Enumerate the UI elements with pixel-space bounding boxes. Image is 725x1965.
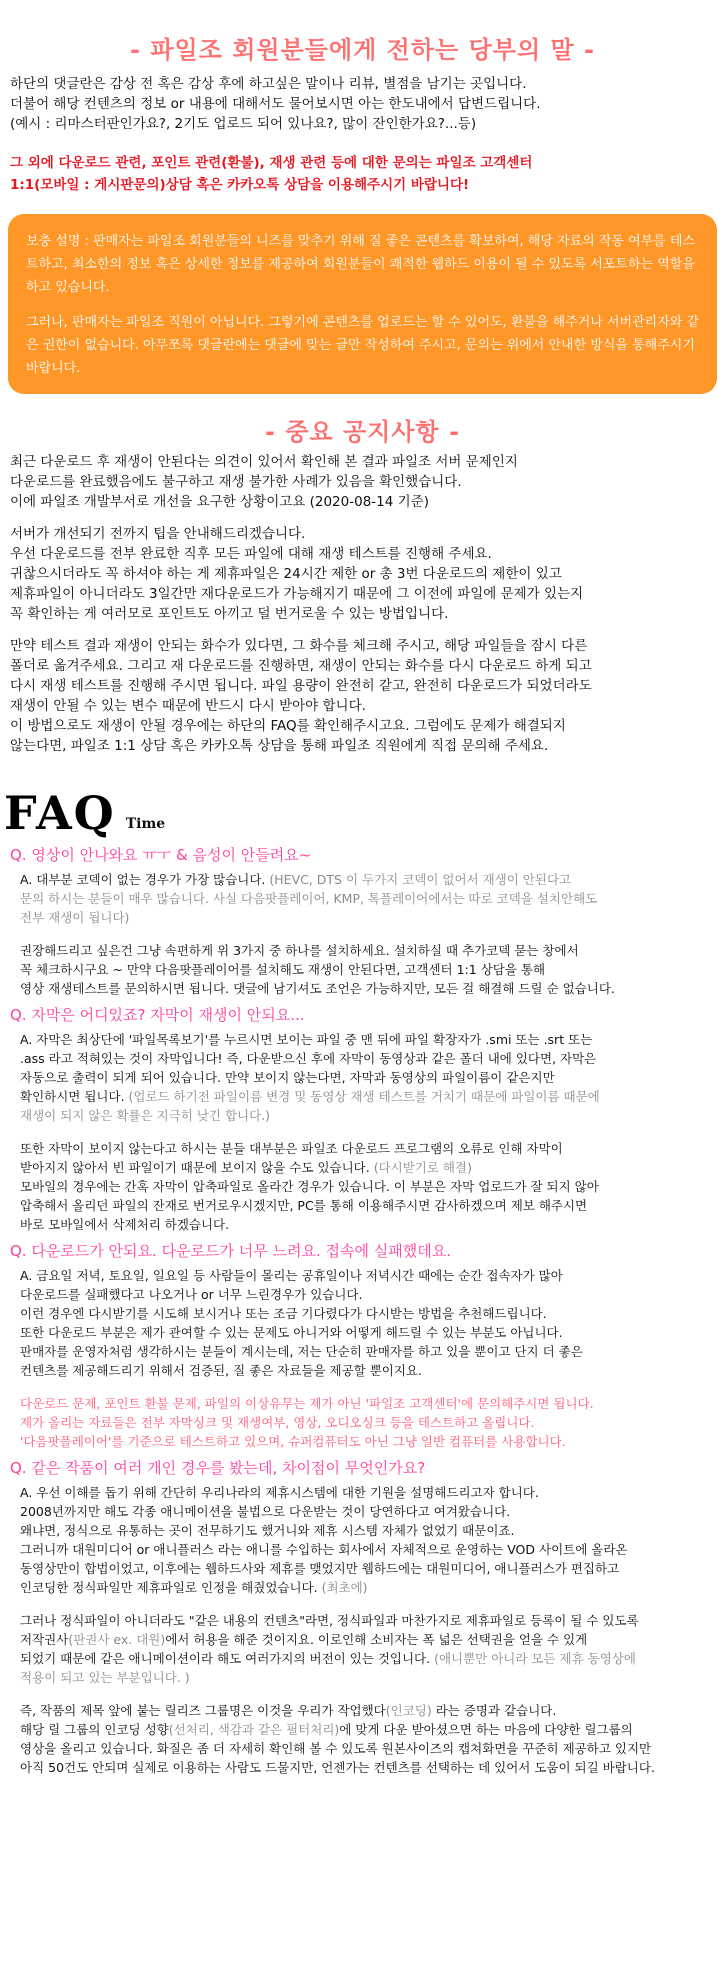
spacer [0,624,725,636]
faq-question: Q. 영상이 안나와요 ㅠㅜ & 음성이 안들려요~ [10,846,312,864]
faq-logo: FAQ [4,786,116,840]
answer-note: (HEVC, DTS 이 두가지 코덱이 없어서 재생이 안된다고 문의 하시는 분들이 매우 많습니다. 사실 다음팟플레이어, KMP, 톡플레이어에서는 따로 코덱을 설치안해도 전부 재생이 됩니다) [20,872,598,925]
intro-section [0,74,725,134]
answer-note: (인코딩) [385,1703,432,1718]
seller-note-text: 그러나, 판매자는 파일조 직원이 아닙니다. 그렇기에 콘텐츠를 업로드는 할 수 있어도, 환불을 해주거나 서버관리자와 같은 권한이 없습니다. 아무쪼록 댓글란에는 댓글에 맞는 글만 작성하여 주시고, 문의는 위에서 안내한 방식을 통해주시기 바랍니다. [26,315,700,376]
answer-note: (애니뿐만 아니라 모든 제휴 동영상에 적용이 되고 있는 부분입니다. ) [20,1651,636,1685]
spacer [0,1125,725,1137]
important-notice-title: - 중요 공지사항 - [264,418,461,446]
faq-item [0,1455,725,1777]
spacer [0,1597,725,1609]
spacer [0,1687,725,1699]
spacer [0,1380,725,1392]
warning-section [0,134,725,196]
warning-line: 그 외에 다운로드 관련, 포인트 관련(환불), 재생 관련 등에 대한 문의는 파일조 고객센터 [10,155,533,171]
intro-line: (예시 : 리마스터판인가요?, 2기도 업로드 되어 있나요?, 많이 잔인한가요?...등) [10,116,477,132]
notice-title: - 파일조 회원분들에게 전하는 당부의 말 - [130,36,595,64]
notice-paragraph: 만약 테스트 결과 재생이 안되는 화수가 있다면, 그 화수를 체크해 주시고, 해당 파일들을 잠시 다른 폴더로 옮겨주세요. 그리고 재 다운로드를 진행하면, 재생이 안되는 화수를 다시 다운로드 하게 되고 다시 재생 테스트를 진행해 주시면 됩니다. 파일 용량이 완전히 같고, 완전히 다운로드가 되었더라도 재생이 안될 수 있는 변수 때문에 반드시 다시 받아야 합니다. 이 방법으로도 재생이 안될 경우에는 하단의 FAQ를 확인해주시고요. 그럼에도 문제가 해결되지 않는다면, 파일조 1:1 상담 혹은 카카오톡 상담을 통해 파일조 직원에게 직접 문의해 주세요. [10,638,592,754]
faq-answer [0,1481,725,1597]
answer-note: (판권사 ex. 대원) [68,1632,166,1647]
faq-item [0,842,725,998]
faq-item [0,1238,725,1451]
answer-note: (선처리, 색감과 같은 필터처리) [168,1722,340,1737]
faq-answer: A. 금요일 저녁, 토요일, 일요일 등 사람들이 몰리는 공휴일이나 저녁시간 때에는 순간 접속자가 많아 다운로드를 실패했다고 나오거나 or 너무 느린경우가 있습니다. 이런 경우엔 다시받기를 시도해 보시거나 또는 조금 기다렸다가 다시받는 방법을 추천해드립니다. 또한 다운로드 부분은 제가 관여할 수 있는 문제도 아니거와 어떻게 해드릴 수 있는 부분도 아닙니다. 판매자를 운영자처럼 생각하시는 분들이 계시는데, 저는 단순히 판매자를 하고 있을 뿐이고 단지 더 좋은 컨텐츠를 제공해드리기 위해서 검증된, 질 좋은 자료들을 제공할 뿐이지요. [20,1268,583,1378]
answer-text: A. 자막은 최상단에 '파일목록보기'를 누르시면 보이는 파일 중 맨 뒤에 파일 확장자가 .smi 또는 .srt 또는 .ass 라고 적혀있는 것이 자막입니다! 즉, 다운받으신 후에 자막이 동영상과 같은 폴더 내에 있다면, 자막은 자동으로 출력이 되게 되어 있습니다. 만약 보이지 않는다면, 자막과 동영상의 파일이름이 같은지만 확인하시면 됩니다. [20,1032,597,1104]
answer-text: 그러나 정식파일이 아니더라도 "같은 내용의 컨텐츠"라면, 정식파일과 마찬가지로 제휴파일로 등록이 될 수 있도록 저작권사 [20,1613,639,1647]
answer-text: 에 맞게 다운 받아셨으면 하는 마음에 다양한 릴그룹의 영상을 올리고 있습니다. 화질은 좀 더 자세히 확인해 볼 수 있도록 원본사이즈의 캡쳐화면을 꾸준히 제공하고 있지만 아직 50건도 안되며 실제로 이용하는 사람도 드물지만, 언젠가는 컨텐츠를 선택하는 데 있어서 도움이 되길 바랍니다. [20,1722,655,1775]
notice-paragraph: 서버가 개선되기 전까지 팁을 안내해드리겠습니다. 우선 다운로드를 전부 완료한 직후 모든 파일에 대해 재생 테스트를 진행해 주세요. 귀찮으시더라도 꼭 하셔야 하는 게 제휴파일은 24시간 제한 or 총 3번 다운로드의 제한이 있고 제휴파일이 아니더라도 3일간만 재다운로드가 가능해지기 때문에 그 이전에 파일에 문제가 있는지 꼭 확인하는 게 여러모로 포인트도 아끼고 덜 번거로울 수 있는 방법입니다. [10,526,584,622]
faq-question: Q. 자막은 어디있죠? 자막이 재생이 안되요... [10,1006,305,1024]
faq-answer [0,1699,725,1777]
faq-answer-highlight: 다운로드 문제, 포인트 환불 문제, 파일의 이상유무는 제가 아닌 '파일조 고객센터'에 문의해주시면 됩니다. 제가 올리는 자료들은 전부 자막싱크 및 재생여부, 영상, 오디오싱크 등을 테스트하고 올립니다. '다음팟플레이어'를 기준으로 테스트하고 있으며, 슈퍼컴퓨터도 아닌 그냥 일반 컴퓨터를 사용합니다. [20,1396,594,1449]
answer-note: (업로드 하기전 파일이름 변경 및 동영상 재생 테스트를 거치기 때문에 파일이름 때문에 재생이 되지 않은 확률은 지극히 낮긴 합니다.) [20,1089,600,1123]
faq-answer [0,1137,725,1177]
faq-item [0,1002,725,1234]
answer-text: 또한 자막이 보이지 않는다고 하시는 분들 대부분은 파일조 다운로드 프로그램의 오류로 인해 자막이 받아지지 않아서 빈 파일이기 때문에 보이지 않을 수도 있습니다. [20,1141,563,1175]
answer-text: A. 대부분 코덱이 없는 경우가 가장 많습니다. [20,872,266,887]
notice-section [0,452,725,756]
faq-answer [0,1028,725,1125]
faq-question: Q. 같은 작품이 여러 개인 경우를 봤는데, 차이점이 무엇인가요? [10,1459,426,1477]
answer-text: 에서 허용을 해준 것이지요. 이로인해 소비자는 폭 넓은 선택권을 얻을 수 있게 되었기 때문에 같은 애니메이션이라 해도 여러가지의 버전이 있는 것입니다. [20,1632,588,1666]
faq-logo-sub: Time [125,816,166,832]
spacer [0,927,725,939]
faq-answer [0,868,725,927]
intro-line: 하단의 댓글란은 감상 전 혹은 감상 후에 하고싶은 말이나 리뷰, 별점을 남기는 곳입니다. [10,76,527,92]
answer-note: (다시받기로 해결) [373,1160,472,1175]
seller-note-box [8,214,717,394]
warning-line: 1:1(모바일 : 게시판문의)상담 혹은 카카오톡 상담을 이용해주시기 바랍니다! [10,177,470,193]
faq-answer [0,1609,725,1687]
seller-note-text: 보충 설명 : 판매자는 파일조 회원분들의 니즈를 맞추기 위해 질 좋은 콘텐츠를 확보하여, 해당 자료의 작동 여부를 테스트하고, 최소한의 정보 혹은 상세한 정보를 제공하여 회원분들이 쾌적한 웹하드 이용이 될 수 있도록 서포트하는 역할을 하고 있습니다. [26,234,695,295]
intro-line: 더불어 해당 컨텐츠의 정보 or 내용에 대해서도 물어보시면 아는 한도내에서 답변드립니다. [10,96,541,112]
faq-question: Q. 다운로드가 안되요. 다운로드가 너무 느려요. 접속에 실패했데요. [10,1242,451,1260]
answer-text: A. 우선 이해를 돕기 위해 간단히 우리나라의 제휴시스템에 대한 기원을 설명해드리고자 합니다. 2008년까지만 해도 각종 애니메이션을 불법으로 다운받는 것이 당연하다고 여겨왔습니다. 왜냐면, 정식으로 유통하는 곳이 전무하기도 했거니와 제휴 시스템 자체가 없었기 때문이죠. 그러니까 대원미디어 or 애니플러스 라는 애니를 수입하는 회사에서 자체적으로 운영하는 VOD 사이트에 올라온 동영상만이 합법이었고, 이후에는 웹하드사와 제휴를 맺었지만 웹하드에는 대원미디어, 애니플러스가 편집하고 인코딩한 정식파일만 제휴파일로 인정을 해줬었습니다. [20,1485,628,1595]
faq-header [0,776,725,838]
faq-answer: 권장해드리고 싶은건 그냥 속편하게 위 3가지 중 하나를 설치하세요. 설치하실 때 추가코덱 묻는 창에서 꼭 체크하시구요 ~ 만약 다음팟플레이어를 설치해도 재생이 안된다면, 고객센터 1:1 상담을 통해 영상 재생테스트를 문의하시면 됩니다. 댓글에 남기셔도 조언은 가능하지만, 모든 걸 해결해 드릴 순 없습니다. [20,943,615,996]
spacer [0,512,725,524]
notice-paragraph: 최근 다운로드 후 재생이 안된다는 의견이 있어서 확인해 본 결과 파일조 서버 문제인지 다운로드를 완료했음에도 불구하고 재생 불가한 사례가 있음을 확인했습니다. 이에 파일조 개발부서로 개선을 요구한 상황이고요 (2020-08-14 기준) [10,454,518,510]
answer-note: (최초에) [321,1580,368,1595]
answer-text: 라는 증명과 같습니다. 해당 릴 그룹의 인코딩 성향 [20,1703,557,1737]
answer-text: 즉, 작품의 제목 앞에 붙는 릴리즈 그룹명은 이것을 우리가 작업했다 [20,1703,386,1718]
faq-answer: 모바일의 경우에는 간혹 자막이 압축파일로 올라간 경우가 있습니다. 이 부분은 자막 업로드가 잘 되지 않아 압축해서 올리던 파일의 잔재로 번거로우시겠지만, PC를 통해 이용해주시면 감사하겠으며 제보 해주시면 바로 모바일에서 삭제처리 하겠습니다. [20,1179,599,1232]
